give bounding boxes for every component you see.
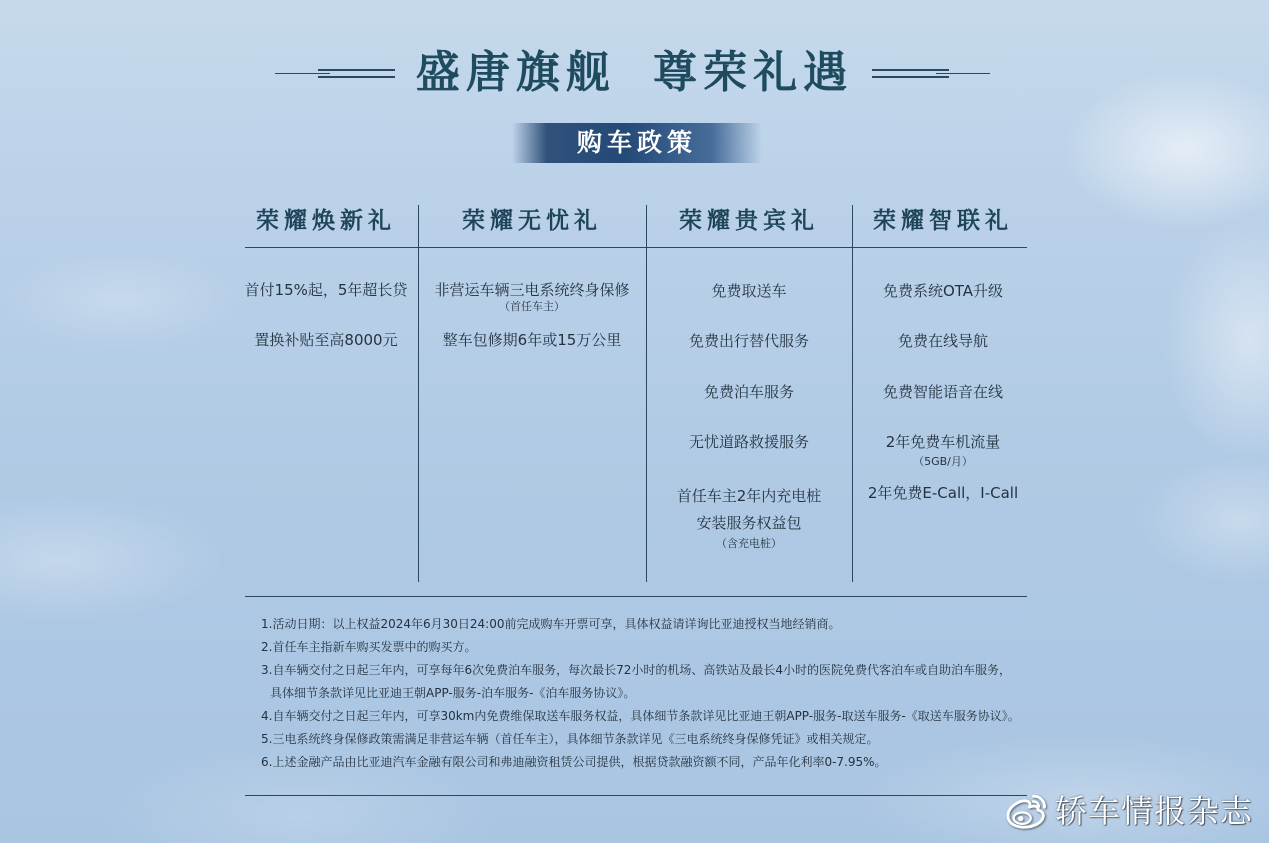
benefit-text: 无忧道路救援服务	[688, 433, 809, 451]
benefit-column-connected	[852, 0, 1034, 600]
benefit-text: 非营运车辆三电系统终身保修	[434, 281, 630, 299]
benefit-note: （5GB/月）	[913, 455, 973, 468]
benefit-item	[418, 330, 646, 350]
benefit-item	[418, 280, 646, 314]
benefit-item	[852, 432, 1034, 469]
weibo-logo-icon	[1003, 792, 1049, 830]
benefit-note: （含充电桩）	[716, 537, 782, 550]
column-header: 荣耀焕新礼	[256, 208, 396, 234]
benefit-text: 免费在线导航	[897, 332, 988, 350]
note-item	[261, 751, 1041, 774]
section-banner-label: 购车政策	[576, 128, 697, 157]
benefit-text: 整车包修期6年或15万公里	[442, 331, 622, 349]
note-item	[261, 728, 1041, 751]
terms-notes	[261, 613, 1041, 774]
note-text: 3.自车辆交付之日起三年内，可享每年6次免费泊车服务，每次最长72小时的机场、高铁站及最长4小时的医院免费代客泊车或自助泊车服务，	[261, 663, 1011, 677]
benefit-column-vip	[646, 0, 852, 600]
notes-bottom-rule	[245, 795, 1027, 796]
note-text: 5.三电系统终身保修政策需满足非营运车辆（首任车主），具体细节条款详见《三电系统终身保修凭证》或相关规定。	[261, 732, 879, 746]
column-header: 荣耀贵宾礼	[679, 208, 819, 234]
benefit-text: 2年免费车机流量	[885, 433, 1001, 451]
benefit-item	[646, 382, 852, 402]
benefit-item	[852, 281, 1034, 301]
column-header: 荣耀无忧礼	[462, 208, 602, 234]
note-text: 6.上述金融产品由比亚迪汽车金融有限公司和弗迪融资租赁公司提供，根据贷款融资额不同，产品年化利率0-7.95%。	[261, 755, 887, 769]
note-item	[261, 659, 1041, 705]
benefit-item	[646, 331, 852, 351]
benefit-text: 免费系统OTA升级	[882, 282, 1004, 300]
benefit-text: 免费智能语音在线	[882, 383, 1003, 401]
note-item	[261, 636, 1041, 659]
benefit-item	[231, 280, 421, 300]
benefit-text: 免费取送车	[711, 282, 787, 300]
benefit-text: 置换补贴至高8000元	[254, 331, 398, 349]
note-text: 4.自车辆交付之日起三年内，可享30km内免费维保取送车服务权益，具体细节条款详见比亚迪王朝APP-服务-取送车服务-《取送车服务协议》。	[261, 709, 1020, 723]
benefit-item	[852, 483, 1034, 503]
page-title: 盛唐旗舰 尊荣礼遇	[415, 47, 854, 98]
benefit-item	[646, 432, 852, 452]
benefit-text: 安装服务权益包	[696, 514, 802, 532]
benefit-text: 免费出行替代服务	[688, 332, 809, 350]
watermark	[1003, 790, 1253, 832]
benefit-item	[646, 486, 852, 551]
benefit-note: （首任车主）	[499, 300, 565, 313]
note-item	[261, 613, 1041, 636]
note-text-continuation: 具体细节条款详见比亚迪王朝APP-服务-泊车服务-《泊车服务协议》。	[270, 686, 636, 700]
benefit-item	[231, 330, 421, 350]
benefit-text: 首付15%起，5年超长贷	[244, 281, 408, 299]
benefit-text: 2年免费E-Call，I-Call	[867, 484, 1019, 502]
benefit-item	[852, 382, 1034, 402]
benefit-column-renewal	[231, 0, 421, 600]
note-item	[261, 705, 1041, 728]
benefit-item	[646, 281, 852, 301]
benefit-item	[852, 331, 1034, 351]
column-header: 荣耀智联礼	[873, 208, 1013, 234]
benefit-text: 免费泊车服务	[703, 383, 794, 401]
watermark-text: 轿车情报杂志	[1055, 792, 1254, 830]
benefit-column-worry-free	[418, 0, 646, 600]
note-text: 2.首任车主指新车购买发票中的购买方。	[261, 640, 477, 654]
note-text: 1.活动日期：以上权益2024年6月30日24:00前完成购车开票可享，具体权益请详询比亚迪授权当地经销商。	[261, 617, 841, 631]
benefit-text: 首任车主2年内充电桩	[676, 487, 822, 505]
